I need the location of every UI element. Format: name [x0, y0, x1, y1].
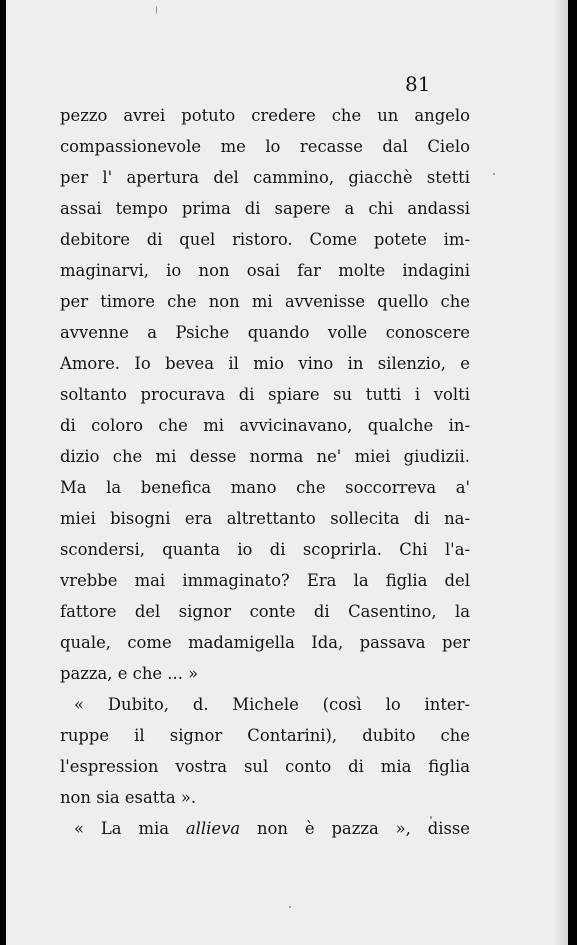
text-line: l'espression vostra sul conto di mia figlia — [60, 757, 470, 776]
text-line: debitore di quel ristoro. Come potete im- — [60, 230, 470, 249]
text-line: dizio che mi desse norma ne' miei giudizii. — [60, 447, 470, 466]
text-line: per l' apertura del cammino, giacchè stetti — [60, 168, 470, 187]
text-line: assai tempo prima di sapere a chi andassi — [60, 199, 470, 218]
text-line: pazza, e che ... » — [60, 664, 199, 683]
text-line: non sia esatta ». — [60, 788, 197, 807]
paper-speck — [493, 173, 495, 175]
body-text — [60, 100, 470, 844]
text-line: maginarvi, io non osai far molte indagini — [60, 261, 470, 280]
text-line: per timore che non mi avvenisse quello che — [60, 292, 470, 311]
text-line-last — [60, 813, 470, 844]
book-page — [6, 0, 568, 945]
text-line: fattore del signor conte di Casentino, la — [60, 602, 470, 621]
text-line: Amore. Io bevea il mio vino in silenzio, e — [60, 354, 470, 373]
last-line-start: « La mia — [74, 819, 186, 838]
italic-word: allieva — [185, 819, 241, 838]
text-line: « Dubito, d. Michele (così lo inter- — [74, 695, 470, 714]
text-line: vrebbe mai immaginato? Era la figlia del — [60, 571, 470, 590]
last-line-end: non è pazza », disse — [240, 819, 470, 838]
text-line: quale, come madamigella Ida, passava per — [60, 633, 470, 652]
paper-speck — [289, 906, 291, 908]
text-line: pezzo avrei potuto credere che un angelo — [60, 106, 470, 125]
text-line: Ma la benefica mano che soccorreva a' — [60, 478, 470, 497]
page-number: 81 — [405, 72, 431, 96]
text-line: miei bisogni era altrettanto sollecita di na- — [60, 509, 470, 528]
text-line: avvenne a Psiche quando volle conoscere — [60, 323, 470, 342]
paper-speck — [156, 6, 157, 14]
text-line: compassionevole me lo recasse dal Cielo — [60, 137, 470, 156]
text-line: di coloro che mi avvicinavano, qualche in- — [60, 416, 470, 435]
text-line: scondersi, quanta io di scoprirla. Chi l'a- — [60, 540, 470, 559]
text-line: soltanto procurava di spiare su tutti i volti — [60, 385, 470, 404]
paper-speck — [430, 816, 432, 819]
text-line: ruppe il signor Contarini), dubito che — [60, 726, 470, 745]
